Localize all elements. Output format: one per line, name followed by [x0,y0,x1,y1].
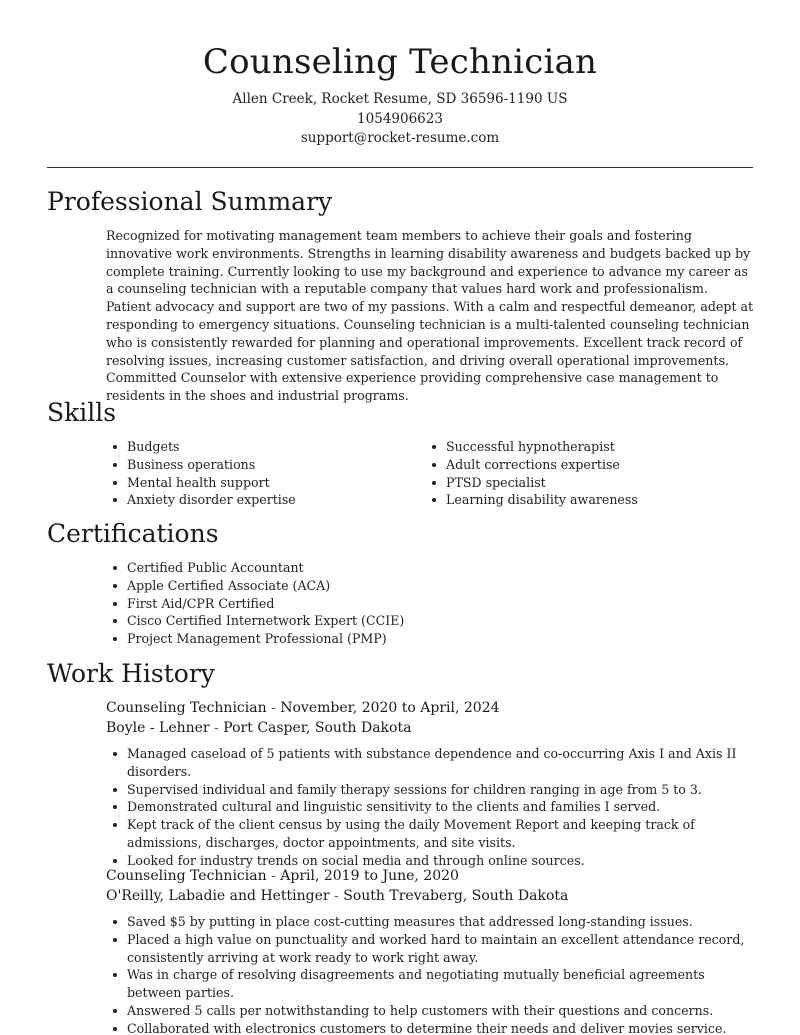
job-responsibilities [106,913,756,1035]
list-item: Managed caseload of 5 patients with substance dependence and co-occurring Axis I and Axis II disorders. [106,745,756,781]
job-dates: November, 2020 to April, 2024 [280,700,500,716]
list-item: Demonstrated cultural and linguistic sensitivity to the clients and families I served. [106,798,756,816]
list-item: Supervised individual and family therapy sessions for children ranging in age from 5 to 3. [106,781,756,799]
job-location: South Trevaberg, South Dakota [343,888,569,904]
skill-item: Anxiety disorder expertise [106,491,426,509]
summary-heading: Professional Summary [47,187,333,216]
job-company: Boyle - Lehner [106,720,210,736]
contact-address: Allen Creek, Rocket Resume, SD 36596-1190 US [232,91,568,107]
job-separator: - [271,868,276,884]
job-title-line [106,866,756,886]
job-location: Port Casper, South Dakota [223,720,412,736]
list-item: Was in charge of resolving disagreements and negotiating mutually beneficial agreements between parties. [106,966,756,1002]
job-separator: - [334,888,339,904]
work-history-heading: Work History [47,659,215,688]
list-item: Looked for industry trends on social media and through online sources. [106,852,756,870]
job-title: Counseling Technician [106,868,267,884]
job-separator: - [214,720,219,736]
skill-item: Budgets [106,438,426,456]
contact-email: support@rocket-resume.com [300,130,500,146]
contact-phone: 1054906623 [357,110,443,127]
list-item: Saved $5 by putting in place cost-cutting measures that addressed long-standing issues. [106,913,756,931]
summary-text: Recognized for motivating management team members to achieve their goals and fostering innovative work environments. Strengths in learning disability awareness and budgets backed up by complete training. Currently looking to use my background and experience to advance my career as a counseling technician with a reputable company that values hard work and professionalism. Patient advocacy and support are two of my passions. With a calm and respectful demeanor, adept at responding to emergency situations. Counseling technician is a multi-talented counseling technician who is consistently rewarded for planning and operational improvements. Excellent track record of resolving issues, increasing customer satisfaction, and driving overall operational improvements. Committed Counselor with extensive experience providing comprehensive case management to residents in the shoes and industrial programs. [106,228,754,404]
list-item: Answered 5 calls per notwithstanding to help customers with their questions and concerns. [106,1002,756,1020]
skills-heading: Skills [47,398,117,427]
certifications-heading: Certifications [47,519,219,548]
job-company-line [106,886,756,906]
job-title: Counseling Technician [106,700,267,716]
skill-item: Mental health support [106,474,426,492]
job-entry [106,866,756,1035]
skill-item: PTSD specialist [425,474,745,492]
resume-header [0,40,800,149]
list-item: Kept track of the client census by using the daily Movement Report and keeping track of admissions, discharges, doctor appointments, and site visits. [106,816,756,852]
certification-item: Certified Public Accountant [106,559,746,577]
skills-list-right [425,438,745,509]
certification-item: First Aid/CPR Certified [106,595,746,613]
skill-item: Learning disability awareness [425,491,745,509]
job-dates: April, 2019 to June, 2020 [280,868,459,884]
job-company-line [106,718,756,738]
job-separator: - [271,700,276,716]
skill-item: Successful hypnotherapist [425,438,745,456]
skill-item: Adult corrections expertise [425,456,745,474]
skills-list-left [106,438,426,509]
certifications-list [106,559,746,648]
certification-item: Project Management Professional (PMP) [106,630,746,648]
skill-item: Business operations [106,456,426,474]
certification-item: Apple Certified Associate (ACA) [106,577,746,595]
job-company: O'Reilly, Labadie and Hettinger [106,888,330,904]
header-divider [47,167,753,168]
job-title-line [106,698,756,718]
job-entry [106,698,756,870]
list-item: Placed a high value on punctuality and worked hard to maintain an excellent attendance record, consistently arriving at work ready to work right away. [106,931,756,967]
list-item: Collaborated with electronics customers to determine their needs and deliver movies service. [106,1020,756,1035]
job-responsibilities [106,745,756,870]
certification-item: Cisco Certified Internetwork Expert (CCIE) [106,612,746,630]
contact-block [0,90,800,149]
page-title: Counseling Technician [202,42,598,82]
